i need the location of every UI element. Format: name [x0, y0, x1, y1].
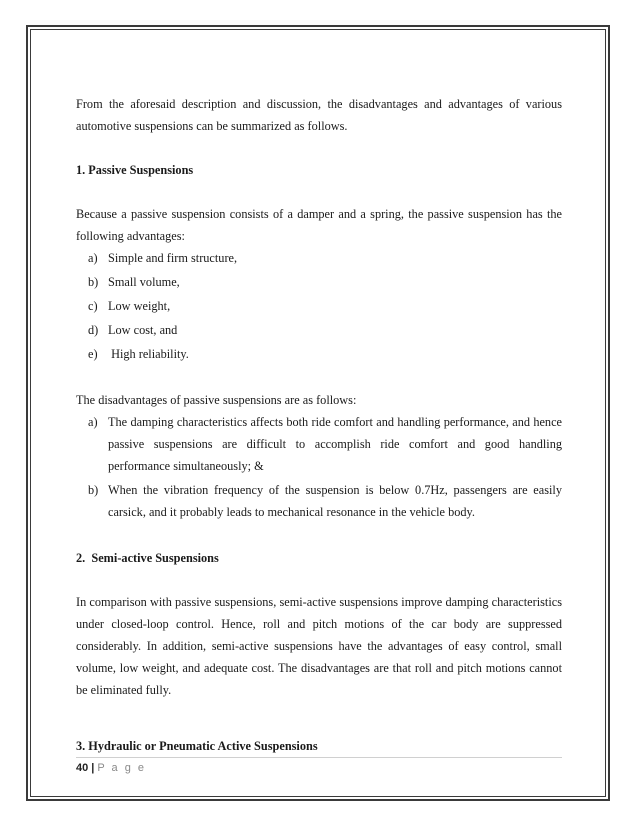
section-heading-hydraulic: 3. Hydraulic or Pneumatic Active Suspensions	[76, 739, 318, 753]
semi-active-paragraph: In comparison with passive suspensions, semi-active suspensions improve damping characteristics under closed-loop control. Hence, roll and pitch motions of the car body are suppressed considerably. In addition, semi-active suspensions have the advantages of easy control, small volume, low weight, and adequate cost. The disadvantages are that roll and pitch motions cannot be eliminated fully.	[76, 595, 562, 697]
footer-separator: |	[91, 762, 95, 774]
section-heading-passive: 1. Passive Suspensions	[76, 163, 194, 177]
passive-disadvantages-intro: The disadvantages of passive suspensions are as follows:	[76, 393, 357, 407]
page-number: 40	[76, 762, 89, 774]
page-label: P a g e	[97, 762, 146, 774]
list-item: b) When the vibration frequency of the suspension is below 0.7Hz, passengers are easily carsick, and it probably leads to mechanical resonance in the vehicle body.	[88, 483, 562, 519]
list-item: a) The damping characteristics affects both ride comfort and handling performance, and hence passive suspensions are difficult to accomplish ride comfort and good handling performance simultaneously; &	[88, 415, 562, 473]
list-item: a) Simple and firm structure,	[88, 251, 238, 265]
page-footer	[76, 762, 146, 774]
footer-divider	[76, 757, 562, 758]
list-item: e) High reliability.	[88, 347, 189, 361]
document-body	[76, 93, 562, 757]
passive-advantages-intro: Because a passive suspension consists of a damper and a spring, the passive suspension has the following advantages:	[76, 207, 562, 243]
intro-paragraph: From the aforesaid description and discussion, the disadvantages and advantages of various automotive suspensions can be summarized as follows.	[76, 97, 562, 133]
section-heading-semi-active: 2. Semi-active Suspensions	[76, 551, 219, 565]
passive-advantages-list	[76, 247, 562, 365]
passive-disadvantages-list	[76, 411, 562, 523]
list-item: b) Small volume,	[88, 275, 180, 289]
list-item: c) Low weight,	[88, 299, 171, 313]
list-item: d) Low cost, and	[88, 323, 178, 337]
